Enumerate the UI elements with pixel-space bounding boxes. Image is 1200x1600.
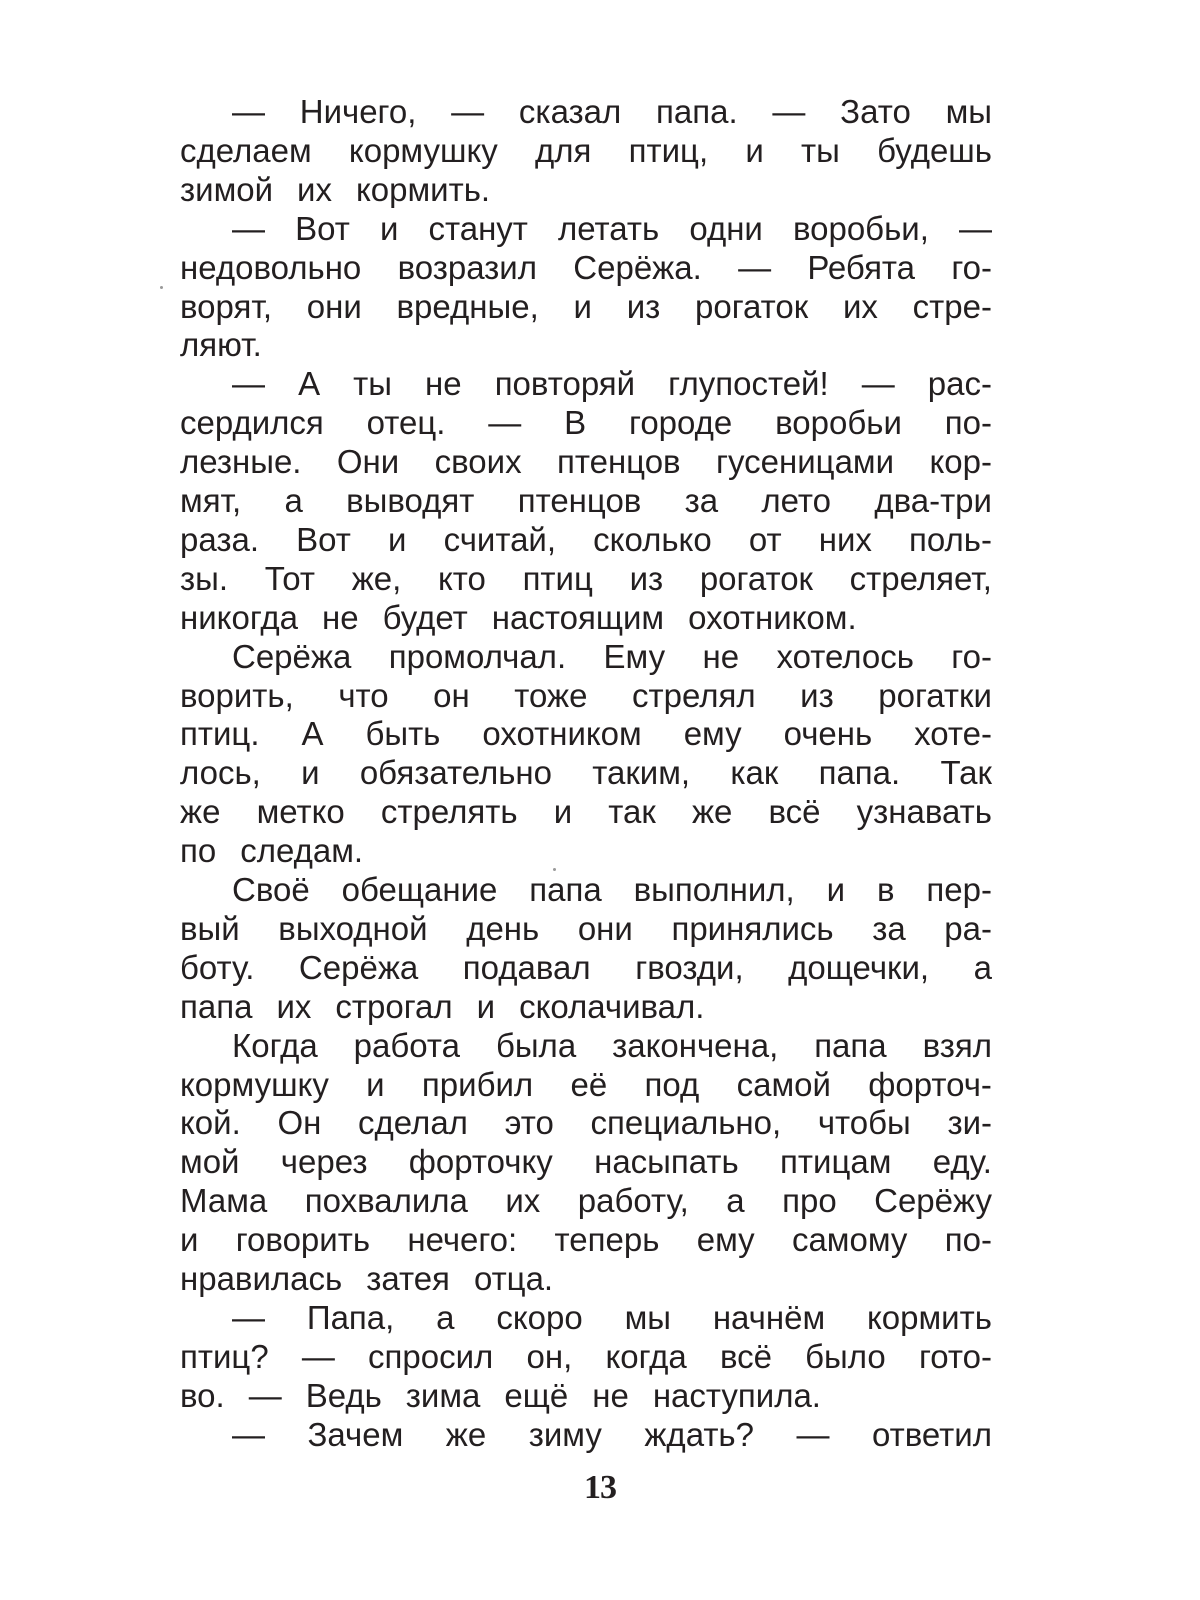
word: ему <box>683 715 742 752</box>
word: — <box>772 93 806 130</box>
word: В <box>564 404 587 441</box>
word: чтобы <box>817 1104 911 1141</box>
text-line <box>180 403 992 443</box>
text-line <box>180 792 992 832</box>
word: и <box>388 521 407 558</box>
page-number: 13 <box>584 1469 616 1506</box>
word: они <box>306 288 362 325</box>
word: станут <box>428 210 528 247</box>
word: ляют. <box>180 326 262 363</box>
word: стреляет, <box>849 560 992 597</box>
word: когда <box>605 1338 687 1375</box>
word: теперь <box>554 1221 660 1258</box>
word: го- <box>951 638 992 675</box>
word: го- <box>951 249 992 286</box>
text-line <box>180 442 992 482</box>
word: — <box>232 1416 265 1453</box>
paper-speck <box>160 286 163 289</box>
word: сделаем <box>180 132 312 169</box>
word: Мама <box>180 1182 268 1219</box>
word: и <box>379 210 399 247</box>
word: лезные. <box>180 443 302 480</box>
word: и <box>826 871 846 908</box>
word: — <box>232 210 265 247</box>
word: кто <box>437 560 486 597</box>
word: же <box>691 793 733 830</box>
word: взял <box>922 1027 992 1064</box>
word: мой <box>180 1143 240 1180</box>
word: Вот <box>296 521 351 558</box>
paragraph-first-line <box>232 1298 992 1338</box>
word: пер- <box>926 871 992 908</box>
word: считай, <box>443 521 557 558</box>
word: гвозди, <box>635 949 744 986</box>
word: птиц <box>522 560 593 597</box>
word: а <box>436 1299 455 1336</box>
word: Так <box>940 754 992 791</box>
word: их <box>842 288 878 325</box>
word: Серёжа <box>298 949 419 986</box>
paragraph-first-line <box>232 870 992 910</box>
word: А <box>301 715 324 752</box>
word: скоро <box>496 1299 583 1336</box>
word: Серёжа <box>232 638 352 675</box>
word: ответил <box>871 1416 992 1453</box>
word: и <box>366 1066 385 1103</box>
word: же <box>445 1416 487 1453</box>
word: следам. <box>240 832 364 869</box>
word: мы <box>624 1299 671 1336</box>
word: их <box>297 171 332 208</box>
word: за <box>684 482 719 519</box>
word: говорить <box>235 1221 371 1258</box>
text-line <box>180 520 992 560</box>
word: одни <box>689 210 763 247</box>
word: быть <box>365 715 441 752</box>
text-line <box>180 831 992 871</box>
word: Своё <box>232 871 310 908</box>
word: самой <box>736 1066 831 1103</box>
word: а <box>284 482 303 519</box>
word: зи- <box>947 1104 992 1141</box>
word: воробьи <box>775 404 902 441</box>
text-line <box>180 598 992 638</box>
word: всё <box>719 1338 772 1375</box>
word: так <box>608 793 656 830</box>
word: — <box>861 365 895 402</box>
word: промолчал. <box>388 638 567 675</box>
word: зы. <box>180 560 229 597</box>
word: папа <box>529 871 602 908</box>
word: стрелял <box>632 677 756 714</box>
word: похвалила <box>304 1182 468 1219</box>
word: — <box>488 404 522 441</box>
word: рогаток <box>695 288 809 325</box>
word: Когда <box>232 1027 318 1064</box>
word: а <box>726 1182 745 1219</box>
word: раза. <box>180 521 259 558</box>
paragraph-first-line <box>232 364 992 404</box>
text-line <box>180 1065 992 1105</box>
word: выходной <box>278 910 428 947</box>
word: во. <box>180 1377 225 1414</box>
word: её <box>570 1066 608 1103</box>
word: насыпать <box>594 1143 739 1180</box>
word: — <box>958 210 992 247</box>
word: ещё <box>504 1377 569 1414</box>
word: будешь <box>877 132 992 169</box>
text-line <box>180 909 992 949</box>
word: и <box>301 754 320 791</box>
word: охотником <box>482 715 642 752</box>
word: — <box>301 1338 335 1375</box>
word: хотелось <box>776 638 914 675</box>
word: узнавать <box>856 793 992 830</box>
word: кормить. <box>355 171 491 208</box>
word: кой. <box>180 1104 241 1141</box>
word: два-три <box>874 482 992 519</box>
word: зимой <box>180 171 274 208</box>
word: спросил <box>368 1338 494 1375</box>
word: вредные, <box>396 288 539 325</box>
word: подавал <box>462 949 591 986</box>
paragraph-first-line <box>232 209 992 249</box>
word: птенцов <box>556 443 681 480</box>
word: выводят <box>346 482 475 519</box>
word: мят, <box>180 482 242 519</box>
word: стре- <box>912 288 992 325</box>
word: Ведь <box>305 1377 382 1414</box>
word: рогаток <box>699 560 813 597</box>
word: было <box>805 1338 886 1375</box>
word: из <box>800 677 834 714</box>
word: под <box>644 1066 700 1103</box>
word: про <box>782 1182 837 1219</box>
word: таким, <box>592 754 691 791</box>
word: ворить, <box>180 677 294 714</box>
word: как <box>730 754 779 791</box>
word: боту. <box>180 949 255 986</box>
word: будет <box>382 599 468 636</box>
text-line <box>180 1376 992 1416</box>
word: Ребята <box>807 249 916 286</box>
word: ему <box>696 1221 755 1258</box>
word: охотником. <box>688 599 857 636</box>
word: рас- <box>927 365 992 402</box>
word: — <box>232 93 265 130</box>
word: поль- <box>909 521 992 558</box>
word: ждать? <box>644 1416 754 1453</box>
paragraph-first-line <box>232 92 992 132</box>
word: строгал <box>335 988 453 1025</box>
text-line <box>180 1220 992 1260</box>
word: он, <box>526 1338 573 1375</box>
word: настоящим <box>491 599 665 636</box>
word: Вот <box>295 210 350 247</box>
word: Зато <box>840 93 911 130</box>
word: — <box>738 249 772 286</box>
word: Серёжу <box>874 1182 992 1219</box>
word: они <box>577 910 633 947</box>
word: это <box>504 1104 554 1141</box>
word: повторяй <box>494 365 636 402</box>
word: Серёжа. <box>573 249 702 286</box>
word: папа <box>180 988 253 1025</box>
word: зима <box>405 1377 481 1414</box>
word: нечего: <box>407 1221 518 1258</box>
word: из <box>629 560 664 597</box>
text-line <box>180 481 992 521</box>
word: Зачем <box>307 1416 404 1453</box>
word: по <box>180 832 217 869</box>
paragraph-first-line <box>232 1415 992 1455</box>
word: прибил <box>421 1066 534 1103</box>
word: кор- <box>929 443 992 480</box>
word: птиц. <box>180 715 260 752</box>
word: А <box>298 365 321 402</box>
word: обещание <box>341 871 498 908</box>
word: в <box>876 871 895 908</box>
text-line <box>180 753 992 793</box>
word: сколачивал. <box>519 988 705 1025</box>
paragraph-first-line <box>232 637 992 677</box>
word: по- <box>944 404 992 441</box>
word: никогда <box>180 599 298 636</box>
word: и <box>476 988 496 1025</box>
text-line <box>180 1337 992 1377</box>
word: Они <box>336 443 400 480</box>
word: кормушку <box>180 1066 329 1103</box>
word: птицам <box>780 1143 892 1180</box>
word: самому <box>791 1221 908 1258</box>
word: хоте- <box>914 715 992 752</box>
word: а <box>973 949 992 986</box>
word: метко <box>256 793 345 830</box>
word: стрелять <box>380 793 518 830</box>
word: работу, <box>577 1182 689 1219</box>
word: летать <box>558 210 660 247</box>
word: зиму <box>528 1416 602 1453</box>
word: за <box>872 910 906 947</box>
word: гото- <box>918 1338 992 1375</box>
word: недовольно <box>180 249 362 286</box>
word: и <box>553 793 573 830</box>
word: из <box>626 288 661 325</box>
word: выполнил, <box>633 871 795 908</box>
word: Тот <box>264 560 316 597</box>
word: кормушку <box>348 132 498 169</box>
word: птиц, <box>628 132 709 169</box>
word: отца. <box>473 1260 554 1297</box>
word: их <box>505 1182 541 1219</box>
word: Ничего, <box>299 93 417 130</box>
word: ты <box>353 365 392 402</box>
word: сердился <box>180 404 324 441</box>
word: — <box>232 1299 265 1336</box>
word: — <box>232 365 265 402</box>
word: Он <box>277 1104 322 1141</box>
text-line <box>180 1142 992 1182</box>
word: городе <box>629 404 733 441</box>
word: и <box>573 288 592 325</box>
text-line <box>180 170 992 210</box>
word: сказал <box>518 93 622 130</box>
word: папа. <box>656 93 738 130</box>
word: их <box>276 988 312 1025</box>
text-line <box>180 559 992 599</box>
word: вый <box>180 910 240 947</box>
word: всё <box>768 793 821 830</box>
word: по- <box>944 1221 992 1258</box>
text-line <box>180 676 992 716</box>
word: затея <box>366 1260 450 1297</box>
word: не <box>321 599 359 636</box>
word: очень <box>783 715 873 752</box>
word: для <box>535 132 592 169</box>
word: не <box>425 365 462 402</box>
word: — <box>796 1416 830 1453</box>
word: от <box>748 521 782 558</box>
word: ворят, <box>180 288 272 325</box>
text-line <box>180 248 992 288</box>
text-line <box>180 987 992 1027</box>
word: обязательно <box>359 754 552 791</box>
word: и <box>745 132 764 169</box>
word: птенцов <box>517 482 642 519</box>
text-line <box>180 287 992 327</box>
word: ты <box>801 132 840 169</box>
word: он <box>433 677 470 714</box>
word: отец. <box>366 404 446 441</box>
word: лось, <box>180 754 261 791</box>
word: воробьи, <box>792 210 929 247</box>
word: форточку <box>408 1143 553 1180</box>
word: — <box>451 93 485 130</box>
word: нравилась <box>180 1260 343 1297</box>
word: день <box>466 910 540 947</box>
text-line <box>180 1181 992 1221</box>
word: своих <box>434 443 522 480</box>
word: сколько <box>593 521 712 558</box>
word: начнём <box>712 1299 826 1336</box>
text-line <box>180 1259 992 1299</box>
text-line <box>180 325 992 365</box>
word: гусеницами <box>716 443 895 480</box>
word: наступила. <box>652 1377 821 1414</box>
word: была <box>495 1027 577 1064</box>
word: же <box>180 793 221 830</box>
word: глупостей! <box>668 365 829 402</box>
word: форточ- <box>868 1066 992 1103</box>
word: папа <box>814 1027 887 1064</box>
word: закончена, <box>612 1027 779 1064</box>
word: папа. <box>818 754 901 791</box>
text-line <box>180 948 992 988</box>
word: мы <box>945 93 992 130</box>
word: сделал <box>358 1104 468 1141</box>
word: — <box>248 1377 282 1414</box>
text-line <box>180 714 992 754</box>
word: не <box>702 638 740 675</box>
word: кормить <box>866 1299 992 1336</box>
word: рогатки <box>878 677 992 714</box>
word: лето <box>761 482 832 519</box>
word: дощечки, <box>788 949 930 986</box>
word: и <box>180 1221 199 1258</box>
text-line <box>180 131 992 171</box>
word: еду. <box>932 1143 992 1180</box>
word: принялись <box>671 910 834 947</box>
word: через <box>280 1143 368 1180</box>
word: ра- <box>944 910 992 947</box>
word: них <box>818 521 872 558</box>
word: что <box>338 677 389 714</box>
text-line <box>180 1103 992 1143</box>
paragraph-first-line <box>232 1026 992 1066</box>
word: возразил <box>397 249 537 286</box>
word: Ему <box>603 638 666 675</box>
word: Папа, <box>306 1299 395 1336</box>
word: тоже <box>514 677 588 714</box>
word: работа <box>353 1027 461 1064</box>
word: специально, <box>590 1104 782 1141</box>
word: птиц? <box>180 1338 269 1375</box>
paper-speck <box>553 868 556 871</box>
word: же, <box>351 560 402 597</box>
word: не <box>592 1377 629 1414</box>
